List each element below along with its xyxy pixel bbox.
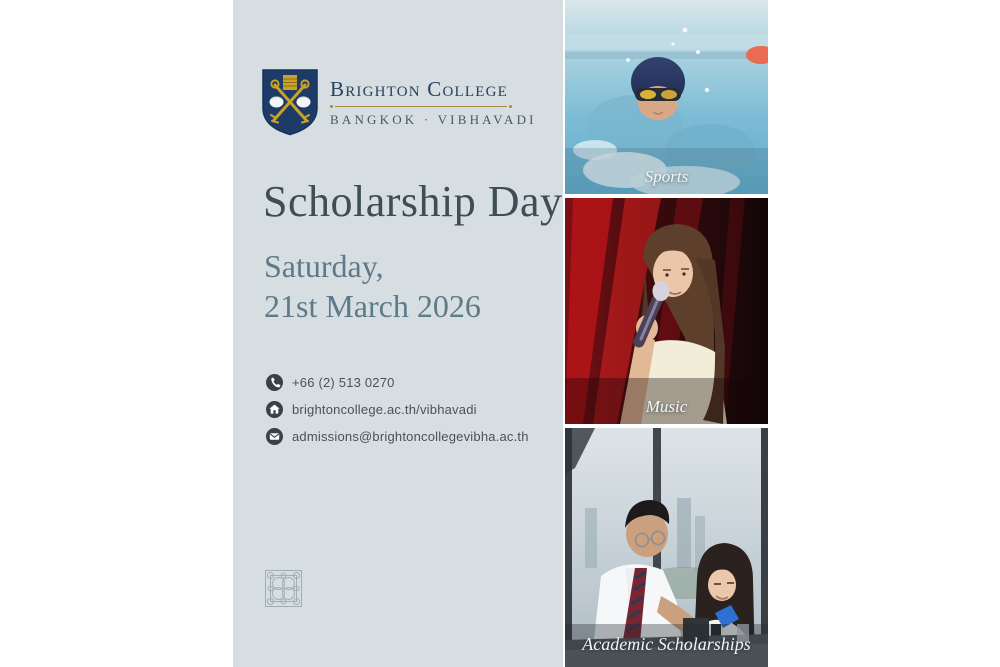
contact-email-text: admissions@brightoncollegevibha.ac.th bbox=[292, 429, 529, 444]
brighton-college-logo bbox=[261, 69, 537, 136]
sports-caption: Sports bbox=[644, 167, 689, 186]
contact-website-text: brightoncollege.ac.th/vibhavadi bbox=[292, 402, 477, 417]
phone-icon bbox=[266, 374, 283, 391]
logo-title: Brighton College bbox=[330, 77, 509, 101]
contact-phone-text: +66 (2) 513 0270 bbox=[292, 375, 395, 390]
email-icon bbox=[266, 428, 283, 445]
contact-list bbox=[266, 374, 529, 455]
contact-email bbox=[266, 428, 529, 445]
music-photo bbox=[565, 198, 768, 424]
music-caption: Music bbox=[645, 397, 688, 416]
academic-photo bbox=[565, 428, 768, 667]
event-date-line2: 21st March 2026 bbox=[264, 288, 481, 324]
page-title: Scholarship Day bbox=[263, 177, 563, 226]
photo-column bbox=[565, 0, 768, 667]
brighton-college-crest-icon bbox=[261, 69, 319, 136]
lattice-ornament-icon bbox=[264, 569, 303, 608]
logo-subtitle: BANGKOK · VIBHAVADI bbox=[330, 112, 537, 127]
students-illustration bbox=[565, 428, 768, 667]
info-panel bbox=[233, 0, 563, 667]
home-icon bbox=[266, 401, 283, 418]
swimmer-illustration bbox=[565, 0, 768, 194]
contact-website bbox=[266, 401, 529, 418]
event-date-line1: Saturday, bbox=[264, 248, 384, 284]
event-date bbox=[264, 246, 481, 326]
logo-divider bbox=[330, 105, 512, 108]
singer-illustration bbox=[565, 198, 768, 424]
sports-photo bbox=[565, 0, 768, 194]
contact-phone bbox=[266, 374, 529, 391]
academic-caption: Academic Scholarships bbox=[582, 634, 751, 654]
logo-text bbox=[330, 69, 537, 136]
